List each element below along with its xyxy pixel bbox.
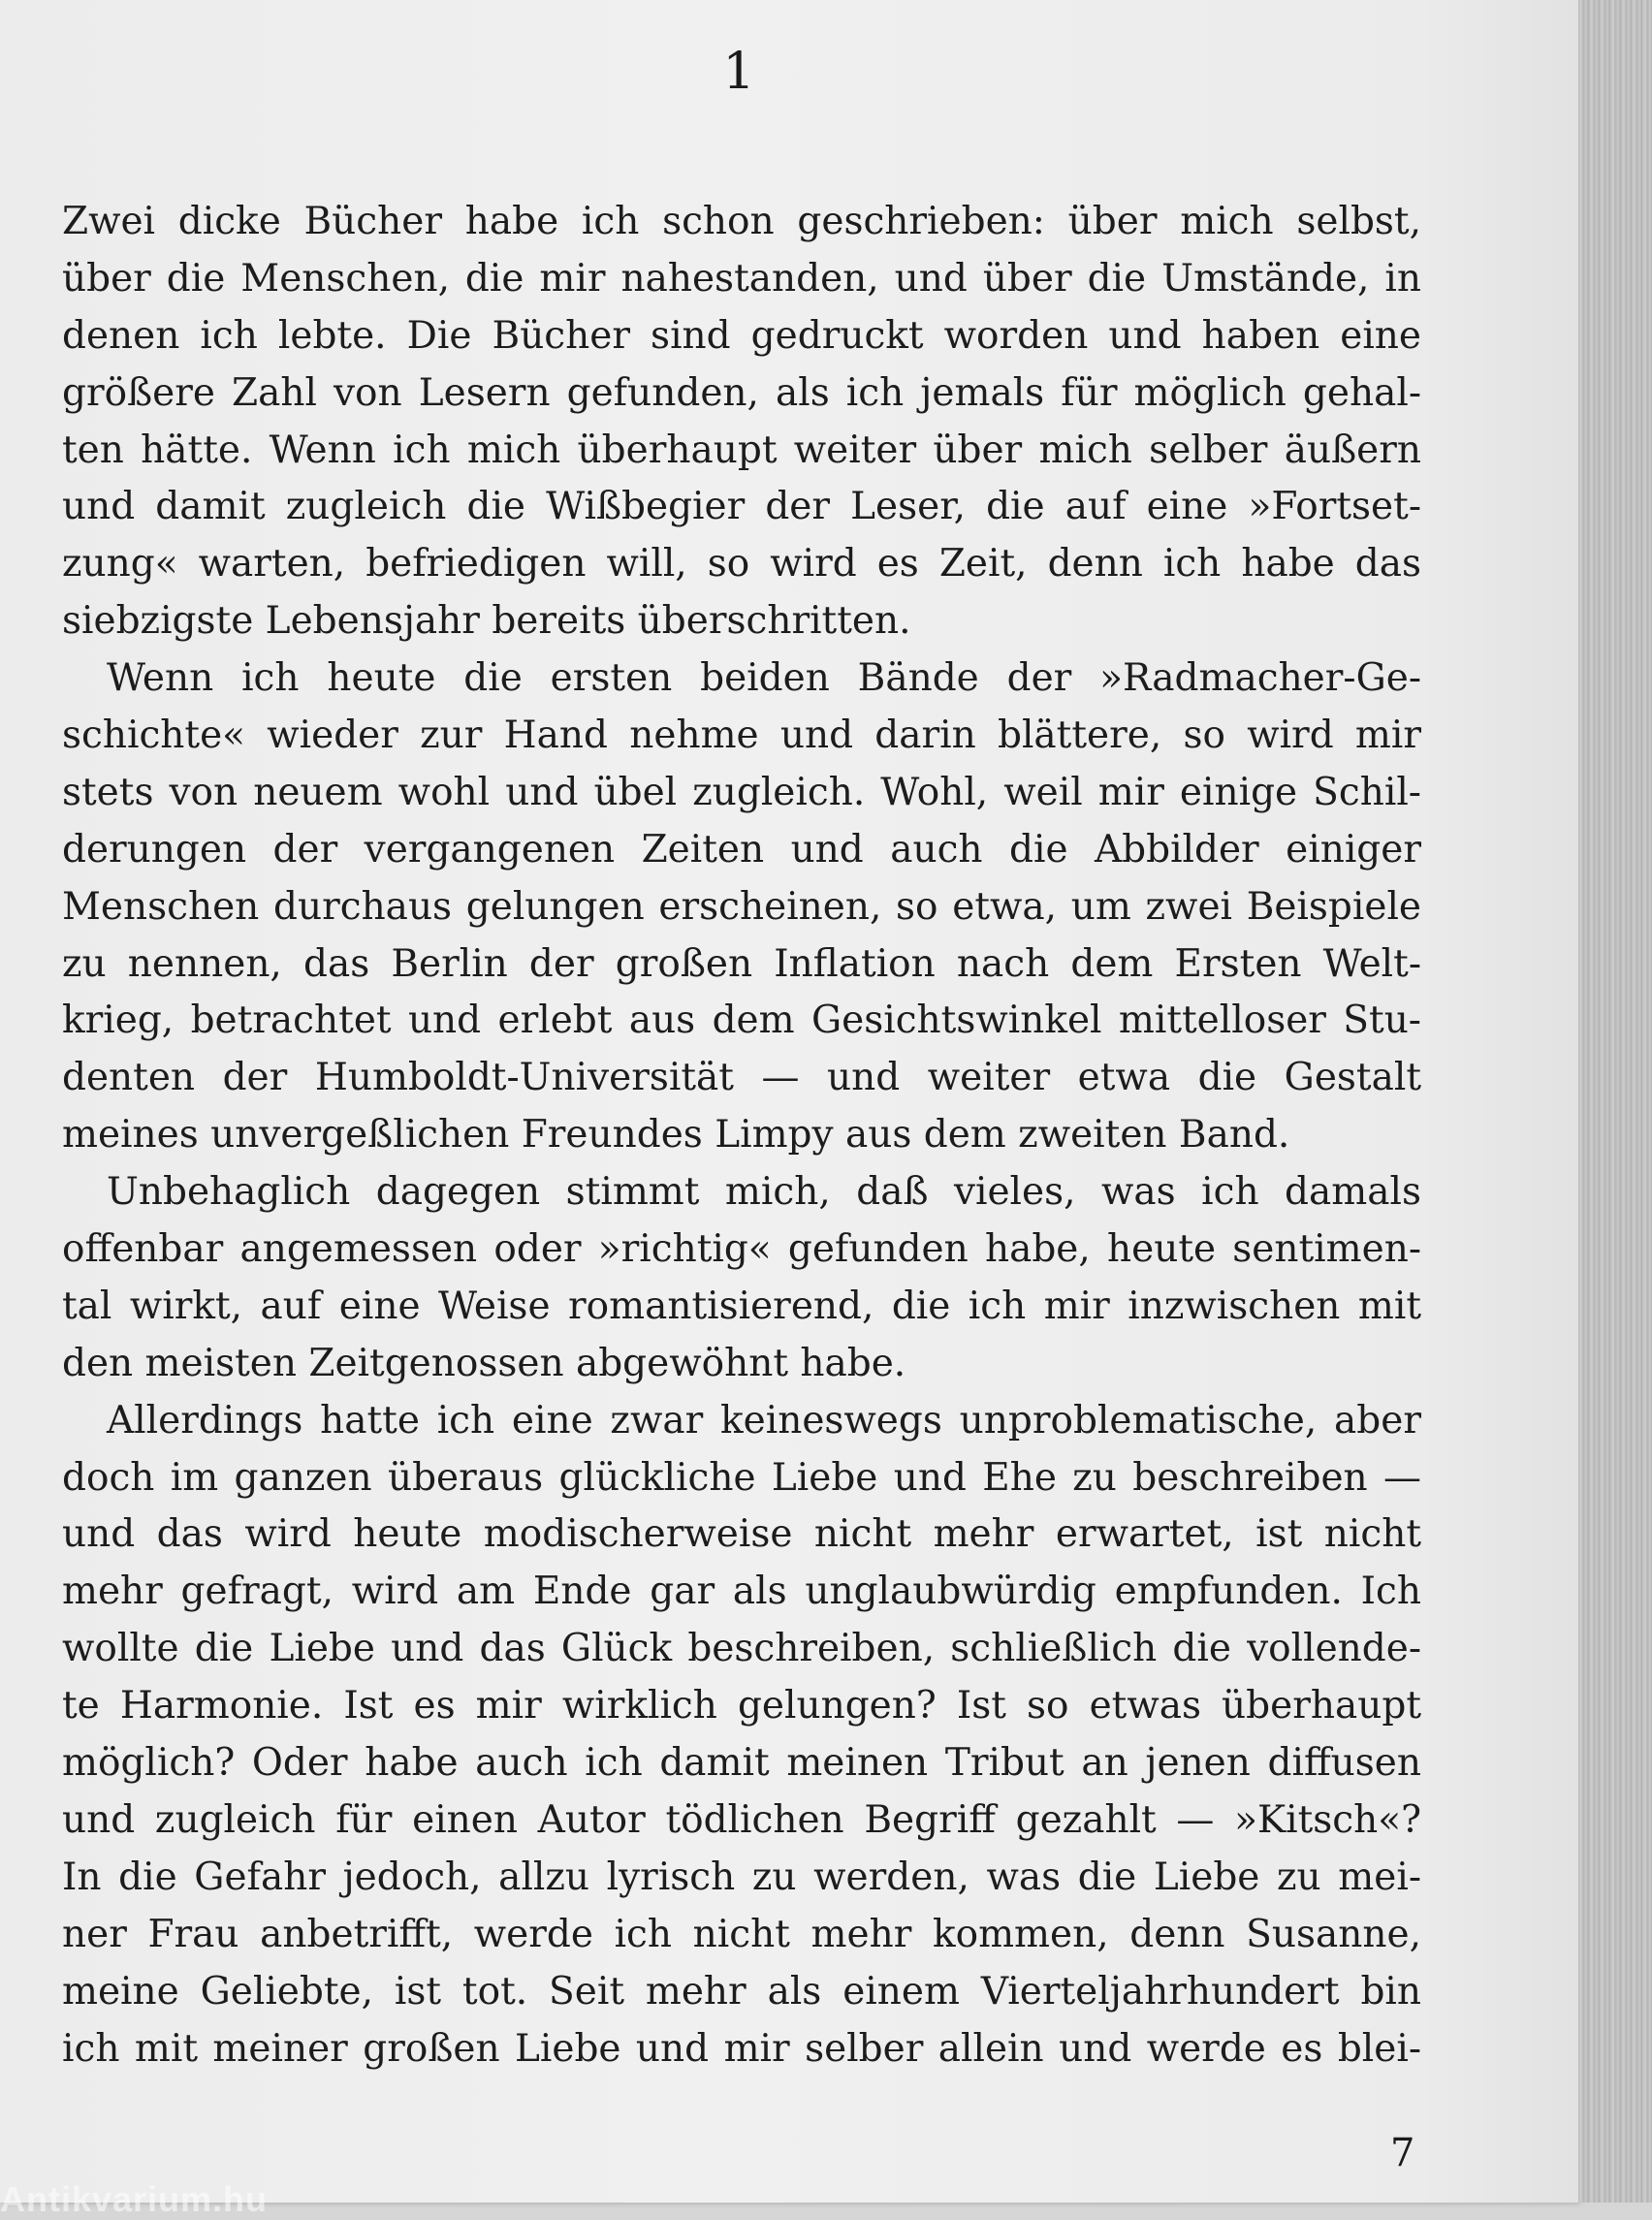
text-line: doch im ganzen überaus glückliche Liebe und Ehe zu beschreiben — [62, 1455, 1421, 1500]
text-line: ten hätte. Wenn ich mich überhaupt weiter über mich selber äußern [62, 428, 1421, 472]
text-line: stets von neuem wohl und übel zugleich. Wohl, weil mir einige Schil- [62, 770, 1421, 814]
text-line: wollte die Liebe und das Glück beschreiben, schließlich die vollende- [62, 1627, 1421, 1671]
text-line: zu nennen, das Berlin der großen Inflation nach dem Ersten Welt- [62, 941, 1421, 986]
text-line: zung« warten, befriedigen will, so wird es Zeit, denn ich habe das [62, 542, 1421, 587]
text-line: und das wird heute modischerweise nicht mehr erwartet, ist nicht [62, 1512, 1421, 1557]
text-line: In die Gefahr jedoch, allzu lyrisch zu werden, was die Liebe zu mei- [62, 1855, 1421, 1899]
text-line: Unbehaglich dagegen stimmt mich, daß vieles, was ich damals [107, 1170, 1421, 1215]
body-text [62, 194, 1421, 2077]
paragraph-1 [62, 194, 1421, 650]
text-line: und zugleich für einen Autor tödlichen Begriff gezahlt — »Kitsch«? [62, 1797, 1421, 1842]
text-line: über die Menschen, die mir nahestanden, und über die Umstände, in [62, 256, 1421, 301]
paragraph-2 [62, 650, 1421, 1164]
text-line: Wenn ich heute die ersten beiden Bände der »Radmacher-Ge- [107, 656, 1421, 701]
text-line: meine Geliebte, ist tot. Seit mehr als einem Vierteljahrhundert bin [62, 1969, 1421, 2014]
text-line: te Harmonie. Ist es mir wirklich gelungen? Ist so etwas überhaupt [62, 1684, 1421, 1728]
watermark: Antikvarium.hu [0, 2179, 269, 2219]
paragraph-3 [62, 1164, 1421, 1393]
text-line: den meisten Zeitgenossen abgewöhnt habe. [62, 1341, 906, 1385]
text-line: offenbar angemessen oder »richtig« gefunden habe, heute sentimen- [62, 1227, 1421, 1272]
page-stack-edge [1578, 0, 1652, 2203]
text-line: Menschen durchaus gelungen erscheinen, so etwa, um zwei Beispiele [62, 884, 1421, 929]
text-line: denen ich lebte. Die Bücher sind gedruckt worden und haben eine [62, 313, 1421, 358]
text-line: ner Frau anbetrifft, werde ich nicht mehr kommen, denn Susanne, [62, 1912, 1421, 1956]
text-line: meines unvergeßlichen Freundes Limpy aus dem zweiten Band. [62, 1113, 1290, 1158]
text-line: Allerdings hatte ich eine zwar keineswegs unproblematische, aber [107, 1398, 1421, 1443]
text-line: krieg, betrachtet und erlebt aus dem Gesichtswinkel mittelloser Stu- [62, 999, 1421, 1043]
text-line: denten der Humboldt-Universität — und weiter etwa die Gestalt [62, 1056, 1421, 1100]
text-line: größere Zahl von Lesern gefunden, als ich jemals für möglich gehal- [62, 370, 1421, 415]
text-line: mehr gefragt, wird am Ende gar als unglaubwürdig empfunden. Ich [62, 1570, 1421, 1614]
text-line: schichte« wieder zur Hand nehme und darin blättere, so wird mir [62, 714, 1421, 758]
text-line: und damit zugleich die Wißbegier der Leser, die auf eine »Fortset- [62, 485, 1421, 529]
text-line: möglich? Oder habe auch ich damit meinen Tribut an jenen diffusen [62, 1741, 1421, 1786]
text-line: Zwei dicke Bücher habe ich schon geschrieben: über mich selbst, [62, 200, 1421, 243]
page-number: 7 [1390, 2131, 1415, 2175]
chapter-number: 1 [722, 43, 755, 101]
paragraph-4 [62, 1393, 1421, 2078]
text-line: tal wirkt, auf eine Weise romantisierend, die ich mir inzwischen mit [62, 1284, 1421, 1328]
text-line: derungen der vergangenen Zeiten und auch die Abbilder einiger [62, 827, 1421, 872]
text-line: ich mit meiner großen Liebe und mir selber allein und werde es blei- [62, 2026, 1421, 2071]
text-line: siebzigste Lebensjahr bereits überschritten. [62, 599, 911, 644]
